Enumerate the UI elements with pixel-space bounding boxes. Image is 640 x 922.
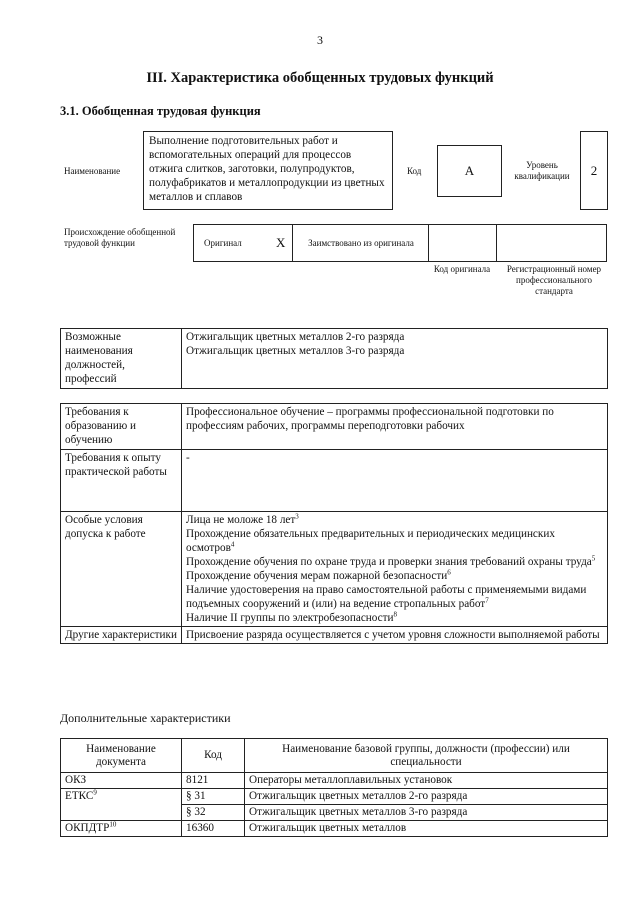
function-code-box: [437, 145, 502, 197]
name-label: Наименование: [64, 166, 121, 176]
special-row: [61, 512, 608, 627]
footnote-ref: 5: [591, 554, 596, 563]
special-item: [186, 611, 603, 625]
special-item-text: Наличие II группы по электробезопасности: [186, 612, 394, 624]
special-item: [186, 555, 603, 569]
row-code: § 31: [182, 789, 245, 805]
footnote-ref: 8: [393, 610, 397, 619]
row-doc-text: ЕТКС: [65, 790, 94, 802]
experience-label: Требования к опыту практической работы: [61, 450, 182, 512]
row-code: § 32: [182, 805, 245, 821]
table-row: [61, 789, 608, 805]
position-line: Отжигальщик цветных металлов 2-го разряда: [186, 331, 405, 343]
special-item: [186, 583, 603, 611]
other-row: [61, 627, 608, 644]
positions-table: [60, 328, 608, 389]
level-label: Уровень квалификации: [514, 160, 570, 181]
special-item: [186, 569, 603, 583]
special-item-text: Прохождение обязательных предварительных и периодических медицинских осмотров: [186, 528, 555, 554]
row-code: 8121: [182, 773, 245, 789]
row-doc-text: ОКПДТР: [65, 822, 110, 834]
function-name-value: Выполнение подготовительных работ и вспомогательных операций для процессов отжига слитков, заготовки, полупродуктов, полуфабрикатов и металлопродукции из цветных металлов и сплавов: [149, 135, 385, 203]
special-label: Особые условия допуска к работе: [61, 512, 182, 627]
row-doc-text: ОКЗ: [65, 774, 87, 786]
row-doc: [61, 821, 182, 837]
education-row: [61, 404, 608, 450]
table-row: [61, 821, 608, 837]
row-name: Отжигальщик цветных металлов 3-го разряда: [245, 805, 608, 821]
origin-label: Происхождение обобщенной трудовой функции: [64, 227, 176, 248]
subsection-title: 3.1. Обобщенная трудовая функция: [60, 104, 261, 118]
positions-row: [61, 329, 608, 389]
page-number: 3: [317, 33, 323, 47]
reg-number-label: Регистрационный номер профессионального стандарта: [506, 264, 602, 296]
footnote-ref: 3: [295, 512, 299, 521]
code-original-label: Код оригинала: [433, 264, 491, 274]
row-code: 16360: [182, 821, 245, 837]
position-line: Отжигальщик цветных металлов 3-го разряда: [186, 345, 405, 357]
special-item-text: Прохождение обучения мерам пожарной безопасности: [186, 570, 448, 582]
header-code: Код: [182, 739, 245, 773]
requirements-table: [60, 403, 608, 644]
experience-value: -: [182, 450, 608, 512]
header-doc: Наименование документа: [61, 739, 182, 773]
section-title: III. Характеристика обобщенных трудовых функций: [146, 70, 494, 86]
row-name: Отжигальщик цветных металлов 2-го разряда: [245, 789, 608, 805]
row-doc: [61, 773, 182, 789]
footnote-ref: 10: [109, 820, 117, 829]
additional-title: Дополнительные характеристики: [60, 711, 231, 725]
row-name: Отжигальщик цветных металлов: [245, 821, 608, 837]
original-label: Оригинал: [204, 238, 242, 248]
table-row: [61, 773, 608, 789]
special-item-text: Прохождение обучения по охране труда и проверки знания требований охраны труда: [186, 556, 592, 568]
footnote-ref: 9: [93, 788, 97, 797]
level-value: 2: [590, 162, 598, 178]
origin-divider-1: [292, 225, 293, 261]
origin-divider-2: [428, 225, 429, 261]
footnote-ref: 7: [485, 596, 489, 605]
header-name: Наименование базовой группы, должности (профессии) или специальности: [245, 739, 608, 773]
special-item-text: Наличие удостоверения на право самостоятельной работы с применяемыми видами подъемных сооружений и (или) на ведение стропальных работ: [186, 584, 587, 610]
positions-label: Возможные наименования должностей, профессий: [61, 329, 182, 389]
other-value: Присвоение разряда осуществляется с учетом уровня сложности выполняемой работы: [182, 627, 608, 644]
positions-value: [182, 329, 608, 389]
special-item-text: Лица не моложе 18 лет: [186, 514, 296, 526]
function-code-value: A: [464, 163, 475, 178]
borrowed-label: Заимствовано из оригинала: [308, 237, 414, 248]
footnote-ref: 6: [447, 568, 451, 577]
education-value: Профессиональное обучение – программы профессиональной подготовки по профессиям рабочих, программы переподготовки рабочих: [182, 404, 608, 450]
origin-box: [193, 224, 607, 262]
special-item: [186, 513, 603, 527]
footnote-ref: 4: [230, 540, 235, 549]
other-label: Другие характеристики: [61, 627, 182, 644]
additional-table: [60, 738, 608, 837]
original-mark: X: [276, 235, 286, 250]
education-label: Требования к образованию и обучению: [61, 404, 182, 450]
additional-header-row: [61, 739, 608, 773]
level-box: [580, 131, 608, 210]
experience-row: [61, 450, 608, 512]
code-label: Код: [407, 166, 422, 176]
row-name: Операторы металлоплавильных установок: [245, 773, 608, 789]
special-item: [186, 527, 603, 555]
function-name-box: [143, 131, 393, 210]
special-value: [182, 512, 608, 627]
row-doc: [61, 789, 182, 821]
origin-divider-3: [496, 225, 497, 261]
